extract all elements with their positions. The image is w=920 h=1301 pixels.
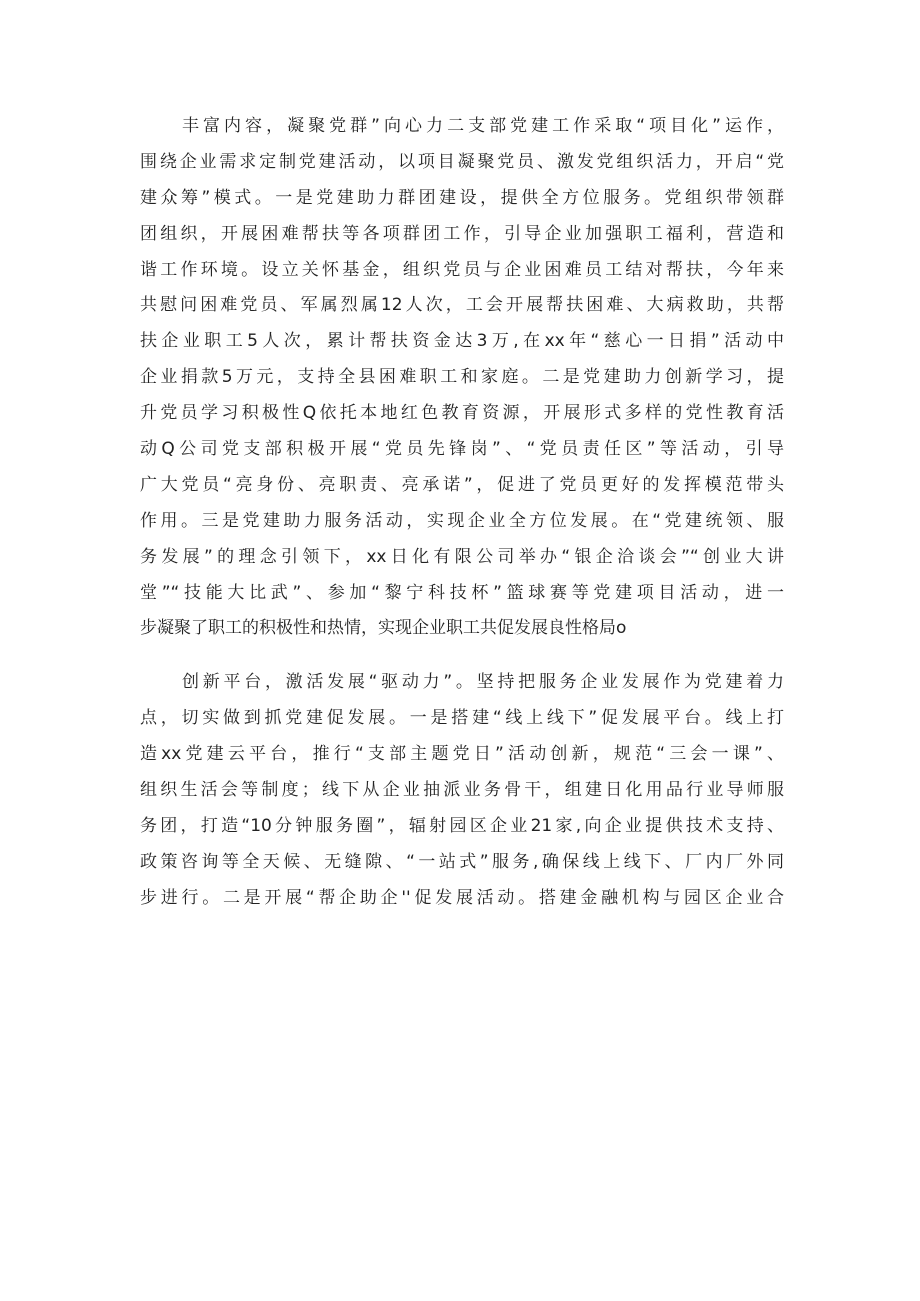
text-line: 步凝聚了职工的积极性和热情，实现企业职工共促发展良性格局o xyxy=(140,618,627,639)
text-line: 步进行。二是开展“帮企助企''促发展活动。搭建金融机构与园区企业合 xyxy=(140,887,784,908)
text-line: 创新平台，激活发展“驱动力”。坚持把服务企业发展作为党建着力 xyxy=(182,672,784,693)
text-line: 建众筹”模式。一是党建助力群团建设，提供全方位服务。党组织带领群 xyxy=(140,187,784,208)
text-line: 点，切实做到抓党建促发展。一是搭建“线上线下”促发展平台。线上打 xyxy=(140,708,784,729)
text-line: 广大党员“亮身份、亮职责、亮承诺”，促进了党员更好的发挥模范带头 xyxy=(140,474,784,495)
text-line: 堂”“技能大比武”、参加“黎宁科技杯”篮球赛等党建项目活动，进一 xyxy=(140,582,784,603)
text-line: 务团，打造“10分钟服务圈”，辐射园区企业21家,向企业提供技术支持、 xyxy=(140,815,784,836)
text-line: 组织生活会等制度；线下从企业抽派业务骨干，组建日化用品行业导师服 xyxy=(140,780,784,801)
text-line: 政策咨询等全天候、无缝隙、“一站式”服务,确保线上线下、厂内厂外同 xyxy=(140,851,784,872)
text-line: 丰富内容，凝聚党群”向心力二支部党建工作采取“项目化”运作， xyxy=(182,116,784,136)
text-line: 升党员学习积极性Q依托本地红色教育资源，开展形式多样的党性教育活 xyxy=(140,403,784,424)
text-line: 谐工作环境。设立关怀基金，组织党员与企业困难员工结对帮扶，今年来 xyxy=(140,259,784,280)
text-line: 团组织，开展困难帮扶等各项群团工作，引导企业加强职工福利，营造和 xyxy=(140,223,784,244)
text-line: 作用。三是党建助力服务活动，实现企业全方位发展。在“党建统领、服 xyxy=(140,510,784,531)
document-body xyxy=(140,118,784,926)
text-line: 务发展”的理念引领下，xx日化有限公司举办“银企洽谈会”“创业大讲 xyxy=(140,546,784,567)
paragraph-2 xyxy=(140,674,784,906)
paragraph-1 xyxy=(140,118,784,637)
text-line: 造xx党建云平台，推行“支部主题党日”活动创新，规范“三会一课”、 xyxy=(140,744,784,765)
text-line: 围绕企业需求定制党建活动，以项目凝聚党员、激发党组织活力，开启“党 xyxy=(140,151,784,172)
text-line: 动Q公司党支部积极开展“党员先锋岗”、“党员责任区”等活动，引导 xyxy=(140,439,784,460)
text-line: 企业捐款5万元，支持全县困难职工和家庭。二是党建助力创新学习，提 xyxy=(140,367,784,388)
text-line: 扶企业职工5人次，累计帮扶资金达3万,在xx年“慈心一日捐”活动中 xyxy=(140,331,784,352)
text-line: 共慰问困难党员、军属烈属12人次，工会开展帮扶困难、大病救助，共帮 xyxy=(140,295,784,316)
